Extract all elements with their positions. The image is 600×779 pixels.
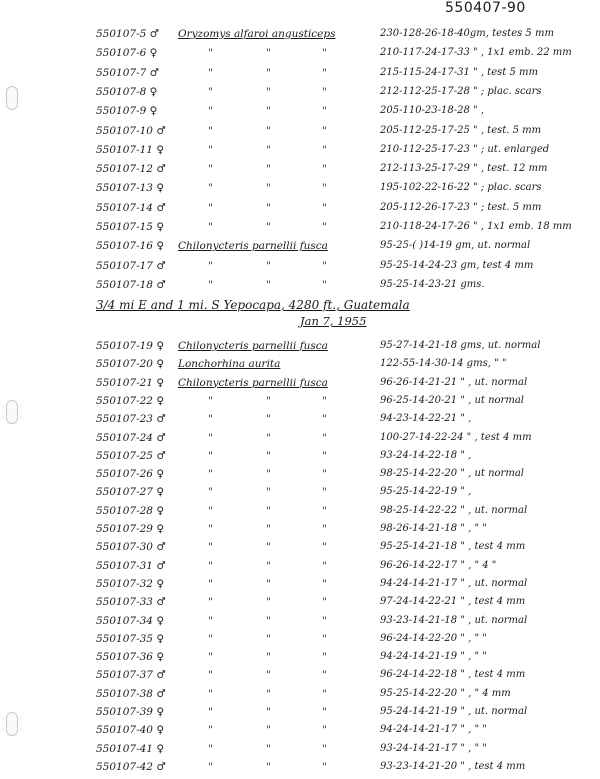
- ditto-mark: ": [322, 468, 327, 481]
- species-name: Lonchorhina aurita: [178, 358, 281, 371]
- measurements: 205-110-23-18-28 " ,: [380, 105, 484, 117]
- ditto-mark: ": [266, 47, 271, 60]
- ditto-mark: ": [266, 468, 271, 481]
- catalog-number: 550107-32 ♀: [96, 577, 165, 590]
- catalog-number: 550107-24 ♂: [96, 431, 166, 444]
- species-name: Chilonycteris parnellii fusca: [178, 240, 328, 253]
- catalog-entry: [0, 202, 600, 220]
- ditto-mark: ": [266, 259, 271, 272]
- measurements: 94-23-14-22-21 " ,: [380, 413, 472, 425]
- species-name: Oryzomys alfaroi angusticeps: [178, 28, 336, 40]
- ditto-mark: ": [208, 614, 213, 627]
- catalog-entry: [0, 724, 600, 742]
- catalog-number: 550107-15 ♀: [96, 221, 165, 233]
- ditto-mark: ": [208, 486, 213, 499]
- ditto-mark: ": [322, 504, 327, 517]
- ditto-mark: ": [322, 413, 327, 426]
- catalog-entry: [0, 688, 600, 706]
- catalog-number: 550107-5 ♂: [96, 28, 160, 40]
- collection-date: Jan 7, 1955: [300, 314, 367, 328]
- ditto-mark: ": [322, 124, 327, 137]
- ditto-mark: ": [266, 687, 271, 700]
- measurements: 96-24-14-22-18 " , test 4 mm: [380, 669, 526, 681]
- ditto-mark: ": [208, 201, 213, 214]
- ditto-mark: ": [266, 614, 271, 627]
- catalog-entry: [0, 450, 600, 468]
- measurements: 95-25-( )14-19 gm, ut. normal: [380, 240, 531, 252]
- ditto-mark: ": [266, 486, 271, 499]
- catalog-number: 550107-38 ♂: [96, 687, 166, 700]
- catalog-number: 550107-16 ♀: [96, 240, 165, 253]
- measurements: 96-24-14-22-20 " , " ": [380, 632, 487, 644]
- ditto-mark: ": [322, 706, 327, 718]
- measurements: 215-115-24-17-31 " , test 5 mm: [380, 66, 538, 78]
- ditto-mark: ": [322, 143, 327, 156]
- measurements: 100-27-14-22-24 " , test 4 mm: [380, 431, 532, 443]
- catalog-number: 550107-17 ♂: [96, 259, 166, 272]
- catalog-entry: [0, 669, 600, 687]
- catalog-entry: [0, 182, 600, 200]
- catalog-number: 550107-29 ♀: [96, 523, 165, 535]
- measurements: 96-26-14-22-17 " , " 4 ": [380, 559, 497, 571]
- ditto-mark: ": [322, 614, 327, 627]
- ditto-mark: ": [322, 687, 327, 700]
- catalog-number: 550107-30 ♂: [96, 541, 166, 554]
- ditto-mark: ": [266, 182, 271, 195]
- ditto-mark: ": [266, 163, 271, 176]
- ditto-mark: ": [322, 259, 327, 272]
- catalog-entry: [0, 260, 600, 278]
- ditto-mark: ": [322, 394, 327, 407]
- ditto-mark: ": [266, 221, 271, 233]
- catalog-number: 550107-31 ♂: [96, 559, 166, 572]
- catalog-number: 550107-23 ♂: [96, 413, 166, 426]
- ditto-mark: ": [322, 596, 327, 609]
- ditto-mark: ": [208, 143, 213, 156]
- measurements: 95-27-14-21-18 gms, ut. normal: [380, 340, 541, 351]
- measurements: 94-24-14-21-19 " , " ": [380, 651, 487, 663]
- measurements: 96-25-14-20-21 " , ut normal: [380, 394, 524, 406]
- ditto-mark: ": [266, 596, 271, 609]
- catalog-entry: [0, 395, 600, 413]
- catalog-number: 550107-37 ♂: [96, 669, 166, 682]
- ditto-mark: ": [208, 724, 213, 737]
- measurements: 98-25-14-22-20 " , ut normal: [380, 468, 524, 480]
- measurements: 205-112-25-17-25 " , test. 5 mm: [380, 124, 542, 136]
- catalog-number: 550107-40 ♀: [96, 724, 165, 737]
- measurements: 94-24-14-21-17 " , ut. normal: [380, 577, 528, 589]
- measurements: 98-25-14-22-22 " , ut. normal: [380, 504, 528, 516]
- ditto-mark: ": [266, 577, 271, 590]
- ditto-mark: ": [208, 632, 213, 645]
- ditto-mark: ": [208, 760, 213, 773]
- catalog-number: 550107-13 ♀: [96, 182, 165, 195]
- catalog-number: 550107-27 ♀: [96, 486, 165, 499]
- ditto-mark: ": [266, 124, 271, 137]
- measurements: 195-102-22-16-22 " ; plac. scars: [380, 182, 542, 194]
- ditto-mark: ": [208, 742, 213, 755]
- page-number: 550407-90: [445, 0, 526, 16]
- measurements: 95-24-14-21-19 " , ut. normal: [380, 706, 528, 717]
- ditto-mark: ": [322, 182, 327, 195]
- ditto-mark: ": [266, 632, 271, 645]
- measurements: 93-23-14-21-20 " , test 4 mm: [380, 760, 526, 772]
- species-name: Chilonycteris parnellii fusca: [178, 376, 328, 389]
- ditto-mark: ": [266, 449, 271, 462]
- ditto-mark: ": [208, 394, 213, 407]
- ditto-mark: ": [266, 541, 271, 554]
- ditto-mark: ": [266, 651, 271, 664]
- catalog-number: 550107-11 ♀: [96, 143, 165, 156]
- ditto-mark: ": [208, 706, 213, 718]
- ditto-mark: ": [322, 163, 327, 176]
- catalog-entry: [0, 67, 600, 85]
- ditto-mark: ": [322, 632, 327, 645]
- ditto-mark: ": [322, 651, 327, 664]
- catalog-number: 550107-39 ♀: [96, 706, 165, 718]
- catalog-number: 550107-34 ♀: [96, 614, 165, 627]
- catalog-entry: [0, 377, 600, 395]
- catalog-entry: [0, 144, 600, 162]
- ditto-mark: ": [322, 47, 327, 60]
- measurements: 93-24-14-22-18 " ,: [380, 449, 472, 461]
- ditto-mark: ": [266, 760, 271, 773]
- ditto-mark: ": [266, 669, 271, 682]
- catalog-entry: [0, 279, 600, 297]
- catalog-entry: [0, 47, 600, 65]
- catalog-entry: [0, 651, 600, 669]
- catalog-entry: [0, 358, 600, 376]
- catalog-entry: [0, 560, 600, 578]
- ditto-mark: ": [322, 541, 327, 554]
- measurements: 210-112-25-17-23 " ; ut. enlarged: [380, 143, 550, 155]
- catalog-entry: [0, 596, 600, 614]
- ditto-mark: ": [266, 431, 271, 444]
- ditto-mark: ": [208, 669, 213, 682]
- ditto-mark: ": [266, 66, 271, 79]
- measurements: 212-113-25-17-29 " , test. 12 mm: [380, 163, 548, 175]
- catalog-number: 550107-21 ♀: [96, 376, 165, 389]
- ditto-mark: ": [322, 449, 327, 462]
- ditto-mark: ": [208, 577, 213, 590]
- measurements: 95-25-14-24-23 gm, test 4 mm: [380, 259, 534, 271]
- measurements: 97-24-14-22-21 " , test 4 mm: [380, 596, 526, 608]
- ditto-mark: ": [208, 221, 213, 233]
- ditto-mark: ": [322, 760, 327, 773]
- measurements: 93-23-14-21-18 " , ut. normal: [380, 614, 528, 626]
- catalog-entry: [0, 615, 600, 633]
- ditto-mark: ": [266, 394, 271, 407]
- catalog-entry: [0, 432, 600, 450]
- ditto-mark: ": [208, 468, 213, 481]
- catalog-entry: [0, 86, 600, 104]
- measurements: 96-26-14-21-21 " , ut. normal: [380, 376, 528, 388]
- catalog-number: 550107-25 ♂: [96, 449, 166, 462]
- ditto-mark: ": [322, 669, 327, 682]
- catalog-entry: [0, 486, 600, 504]
- catalog-number: 550107-19 ♀: [96, 340, 165, 352]
- ditto-mark: ": [266, 105, 271, 118]
- catalog-entry: [0, 28, 600, 46]
- catalog-entry: [0, 340, 600, 358]
- ditto-mark: ": [208, 413, 213, 426]
- catalog-entry: [0, 413, 600, 431]
- measurements: 95-25-14-21-18 " , test 4 mm: [380, 541, 526, 553]
- ditto-mark: ": [266, 504, 271, 517]
- catalog-number: 550107-36 ♀: [96, 651, 165, 664]
- ditto-mark: ": [208, 596, 213, 609]
- ditto-mark: ": [266, 559, 271, 572]
- ditto-mark: ": [322, 66, 327, 79]
- ditto-mark: ": [322, 523, 327, 535]
- catalog-entry: [0, 633, 600, 651]
- catalog-number: 550107-9 ♀: [96, 105, 158, 118]
- ditto-mark: ": [322, 577, 327, 590]
- measurements: 212-112-25-17-28 " ; plac. scars: [380, 85, 542, 97]
- catalog-number: 550107-28 ♀: [96, 504, 165, 517]
- ditto-mark: ": [208, 504, 213, 517]
- ditto-mark: ": [266, 85, 271, 98]
- ditto-mark: ": [322, 486, 327, 499]
- catalog-entry: [0, 240, 600, 258]
- ditto-mark: ": [208, 105, 213, 118]
- measurements: 205-112-26-17-23 " ; test. 5 mm: [380, 201, 542, 213]
- catalog-entry: [0, 743, 600, 761]
- catalog-number: 550107-42 ♂: [96, 760, 166, 773]
- ditto-mark: ": [322, 105, 327, 118]
- ditto-mark: ": [266, 413, 271, 426]
- catalog-entry: [0, 505, 600, 523]
- measurements: 95-25-14-23-21 gms.: [380, 278, 485, 290]
- ditto-mark: ": [322, 201, 327, 214]
- ditto-mark: ": [208, 259, 213, 272]
- ditto-mark: ": [322, 431, 327, 444]
- ditto-mark: ": [266, 278, 271, 291]
- catalog-number: 550107-41 ♀: [96, 742, 165, 755]
- measurements: 210-117-24-17-33 " , 1x1 emb. 22 mm: [380, 47, 572, 59]
- catalog-number: 550107-10 ♂: [96, 124, 166, 137]
- catalog-number: 550107-7 ♂: [96, 66, 160, 79]
- catalog-number: 550107-22 ♀: [96, 394, 165, 407]
- ditto-mark: ": [266, 201, 271, 214]
- measurements: 93-24-14-21-17 " , " ": [380, 742, 487, 754]
- species-name: Chilonycteris parnellii fusca: [178, 340, 328, 352]
- ditto-mark: ": [322, 85, 327, 98]
- catalog-entry: [0, 523, 600, 541]
- ditto-mark: ": [322, 278, 327, 291]
- catalog-number: 550107-26 ♀: [96, 468, 165, 481]
- measurements: 98-26-14-21-18 " , " ": [380, 523, 487, 534]
- measurements: 95-25-14-22-19 " ,: [380, 486, 472, 498]
- catalog-entry: [0, 468, 600, 486]
- catalog-entry: [0, 221, 600, 239]
- ditto-mark: ": [266, 706, 271, 718]
- ditto-mark: ": [208, 47, 213, 60]
- catalog-entry: [0, 163, 600, 181]
- ditto-mark: ": [322, 221, 327, 233]
- ditto-mark: ": [208, 449, 213, 462]
- catalog-number: 550107-8 ♀: [96, 85, 158, 98]
- catalog-number: 550107-33 ♂: [96, 596, 166, 609]
- measurements: 230-128-26-18-40gm, testes 5 mm: [380, 28, 554, 39]
- ditto-mark: ": [208, 523, 213, 535]
- catalog-number: 550107-18 ♂: [96, 278, 166, 291]
- ditto-mark: ": [208, 182, 213, 195]
- ditto-mark: ": [208, 278, 213, 291]
- ditto-mark: ": [266, 742, 271, 755]
- ditto-mark: ": [322, 724, 327, 737]
- ditto-mark: ": [208, 66, 213, 79]
- ditto-mark: ": [208, 651, 213, 664]
- ditto-mark: ": [208, 687, 213, 700]
- catalog-number: 550107-35 ♀: [96, 632, 165, 645]
- ditto-mark: ": [208, 124, 213, 137]
- catalog-entry: [0, 105, 600, 123]
- ditto-mark: ": [208, 85, 213, 98]
- catalog-number: 550107-12 ♂: [96, 163, 166, 176]
- catalog-number: 550107-6 ♀: [96, 47, 158, 60]
- ditto-mark: ": [208, 431, 213, 444]
- ditto-mark: ": [208, 163, 213, 176]
- measurements: 95-25-14-22-20 " , " 4 mm: [380, 687, 511, 699]
- catalog-entry: [0, 125, 600, 143]
- catalog-number: 550107-20 ♀: [96, 358, 165, 371]
- ditto-mark: ": [266, 724, 271, 737]
- catalog-number: 550107-14 ♂: [96, 201, 166, 214]
- ditto-mark: ": [322, 742, 327, 755]
- measurements: 210-118-24-17-26 " , 1x1 emb. 18 mm: [380, 221, 572, 232]
- ditto-mark: ": [208, 541, 213, 554]
- ditto-mark: ": [322, 559, 327, 572]
- catalog-entry: [0, 706, 600, 724]
- measurements: 94-24-14-21-17 " , " ": [380, 724, 487, 736]
- ditto-mark: ": [266, 523, 271, 535]
- measurements: 122-55-14-30-14 gms, " ": [380, 358, 507, 370]
- ditto-mark: ": [266, 143, 271, 156]
- catalog-entry: [0, 761, 600, 779]
- ditto-mark: ": [208, 559, 213, 572]
- catalog-entry: [0, 541, 600, 559]
- locality-heading: 3/4 mi E and 1 mi. S Yepocapa, 4280 ft., Guatemala: [96, 298, 410, 312]
- catalog-entry: [0, 578, 600, 596]
